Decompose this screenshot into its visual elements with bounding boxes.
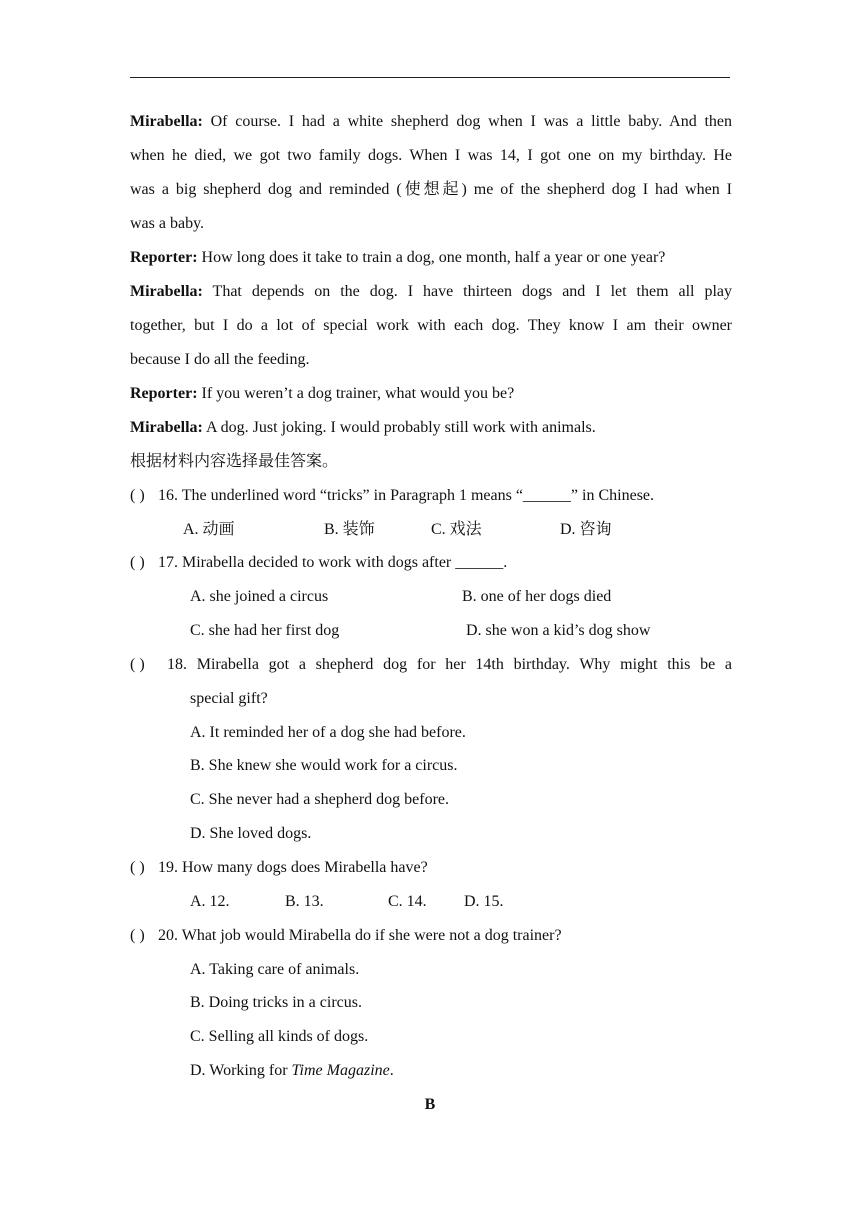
q16-option-a: A. 动画 xyxy=(183,521,235,538)
q16-option-d: D. 咨询 xyxy=(560,521,612,538)
q16-option-b: B. 装饰 xyxy=(324,521,375,538)
q20-option-a: A. Taking care of animals. xyxy=(190,961,360,978)
q20-option-d: D. Working for Time Magazine. xyxy=(190,1062,394,1079)
q17-option-a: A. she joined a circus xyxy=(190,588,329,605)
dialogue-line: was a baby. xyxy=(130,215,205,232)
q20-option-b: B. Doing tricks in a circus. xyxy=(190,994,362,1011)
q18-option-b: B. She knew she would work for a circus. xyxy=(190,757,458,774)
q18-option-c: C. She never had a shepherd dog before. xyxy=(190,791,450,808)
dialogue-line: Reporter: If you weren’t a dog trainer, what would you be? xyxy=(130,385,515,402)
q17-option-b: B. one of her dogs died xyxy=(462,588,612,605)
question-19-text: 19. How many dogs does Mirabella have? xyxy=(158,859,428,876)
q17-option-c: C. she had her first dog xyxy=(190,622,340,639)
speaker-label: Mirabella: xyxy=(130,283,203,300)
speaker-label: Mirabella: xyxy=(130,419,203,436)
q19-option-a: A. 12. xyxy=(190,893,230,910)
answer-blank: ( ) xyxy=(130,656,145,673)
instruction-text: 根据材料内容选择最佳答案。 xyxy=(130,453,339,470)
question-17-text: 17. Mirabella decided to work with dogs after ______. xyxy=(158,554,508,571)
question-20-text: 20. What job would Mirabella do if she were not a dog trainer? xyxy=(158,927,562,944)
q20-option-c: C. Selling all kinds of dogs. xyxy=(190,1028,369,1045)
answer-blank: ( ) xyxy=(130,487,145,504)
answer-blank: ( ) xyxy=(130,927,145,944)
dialogue-line: Mirabella: A dog. Just joking. I would probably still work with animals. xyxy=(130,419,596,436)
q18-option-a: A. It reminded her of a dog she had before. xyxy=(190,724,466,741)
question-18-text: 18. Mirabella got a shepherd dog for her 14th birthday. Why might this be a xyxy=(167,656,732,673)
dialogue-line: Reporter: How long does it take to train a dog, one month, half a year or one year? xyxy=(130,249,666,266)
dialogue-line: was a big shepherd dog and reminded (使想起) me of the shepherd dog I had when I xyxy=(130,181,732,198)
q19-option-c: C. 14. xyxy=(388,893,427,910)
q18-option-d: D. She loved dogs. xyxy=(190,825,312,842)
header-rule xyxy=(130,77,730,78)
q19-option-d: D. 15. xyxy=(464,893,504,910)
dialogue-line: because I do all the feeding. xyxy=(130,351,310,368)
dialogue-line: Mirabella: Of course. I had a white shepherd dog when I was a little baby. And then xyxy=(130,113,732,130)
section-label: B xyxy=(424,1096,436,1113)
q19-option-b: B. 13. xyxy=(285,893,324,910)
speaker-label: Reporter: xyxy=(130,249,198,266)
answer-blank: ( ) xyxy=(130,859,145,876)
speaker-label: Mirabella: xyxy=(130,113,203,130)
q16-option-c: C. 戏法 xyxy=(431,521,482,538)
question-18-text-cont: special gift? xyxy=(190,690,268,707)
magazine-title: Time Magazine xyxy=(291,1062,390,1079)
speaker-label: Reporter: xyxy=(130,385,198,402)
dialogue-line: Mirabella: That depends on the dog. I have thirteen dogs and I let them all play xyxy=(130,283,732,300)
question-16-text: 16. The underlined word “tricks” in Paragraph 1 means “______” in Chinese. xyxy=(158,487,655,504)
q17-option-d: D. she won a kid’s dog show xyxy=(466,622,651,639)
answer-blank: ( ) xyxy=(130,554,145,571)
dialogue-line: together, but I do a lot of special work with each dog. They know I am their owner xyxy=(130,317,732,334)
dialogue-line: when he died, we got two family dogs. When I was 14, I got one on my birthday. He xyxy=(130,147,732,164)
